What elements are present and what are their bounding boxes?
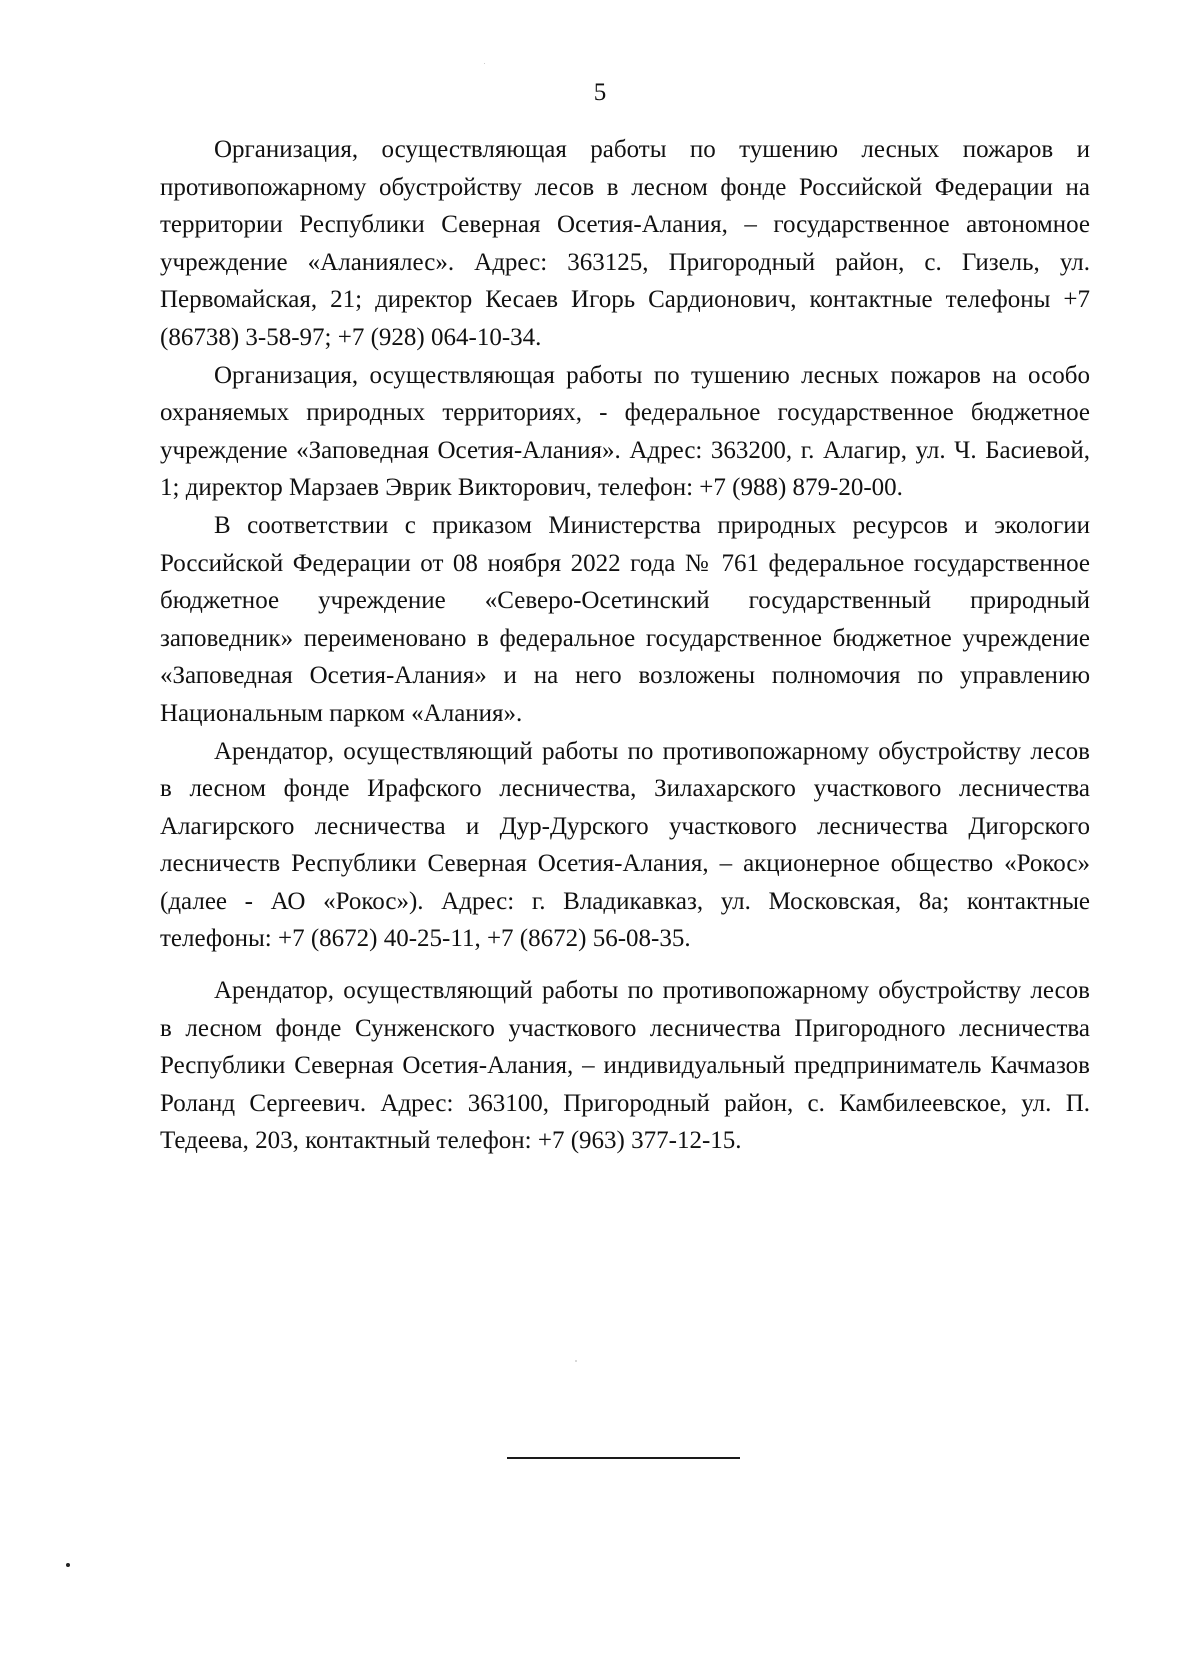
page-number: 5 (593, 79, 607, 106)
scan-speck (66, 1563, 70, 1567)
scan-speck (484, 63, 485, 64)
paragraph-ministry-order: В соответствии с приказом Министерства природных ресурсов и экологии Российской Федерации от 08 ноября 2022 года № 761 федеральное государственное бюджетное учреждение «Северо-Осетинский государственный природный заповедник» переименовано в федеральное государственное бюджетное учреждение «Заповедная Осетия-Алания» и на него возложены полномочия по управлению Национальным парком «Алания». (160, 511, 1090, 727)
end-of-document-rule (507, 1457, 740, 1459)
paragraph-zapovednaya-osetiya: Организация, осуществляющая работы по тушению лесных пожаров на особо охраняемых природных территориях, - федеральное государственное бюджетное учреждение «Заповедная Осетия-Алания». Адрес: 363200, г. Алагир, ул. Ч. Басиевой, 1; директор Марзаев Эврик Викторович, телефон: +7 (988) 879-20-00. (160, 361, 1090, 502)
paragraph-rokos: Арендатор, осуществляющий работы по противопожарному обустройству лесов в лесном фонде Ирафского лесничества, Зилахарского участкового лесничества Алагирского лесничества и Дур-Дурского участкового лесничества Дигорского лесничеств Республики Северная Осетия-Алания, – акционерное общество «Рокос» (далее - АО «Рокос»). Адрес: г. Владикавказ, ул. Московская, 8а; контактные телефоны: +7 (8672) 40-25-11, +7 (8672) 56-08-35. (160, 737, 1090, 953)
scan-speck (575, 1360, 577, 1362)
paragraph-kachmazov: Арендатор, осуществляющий работы по противопожарному обустройству лесов в лесном фонде Сунженского участкового лесничества Пригородного лесничества Республики Северная Осетия-Алания, – индивидуальный предприниматель Качмазов Роланд Сергеевич. Адрес: 363100, Пригородный район, с. Камбилеевское, ул. П. Тедеева, 203, контактный телефон: +7 (963) 377-12-15. (160, 977, 1090, 1155)
document-body (160, 131, 1090, 1160)
paragraph-alaniyales: Организация, осуществляющая работы по тушению лесных пожаров и противопожарному обустройству лесов в лесном фонде Российской Федерации на территории Республики Северная Осетия-Алания, – государственное автономное учреждение «Аланиялес». Адрес: 363125, Пригородный район, с. Гизель, ул. Первомайская, 21; директор Кесаев Игорь Сардионович, контактные телефоны +7 (86738) 3-58-97; +7 (928) 064-10-34. (160, 136, 1090, 351)
